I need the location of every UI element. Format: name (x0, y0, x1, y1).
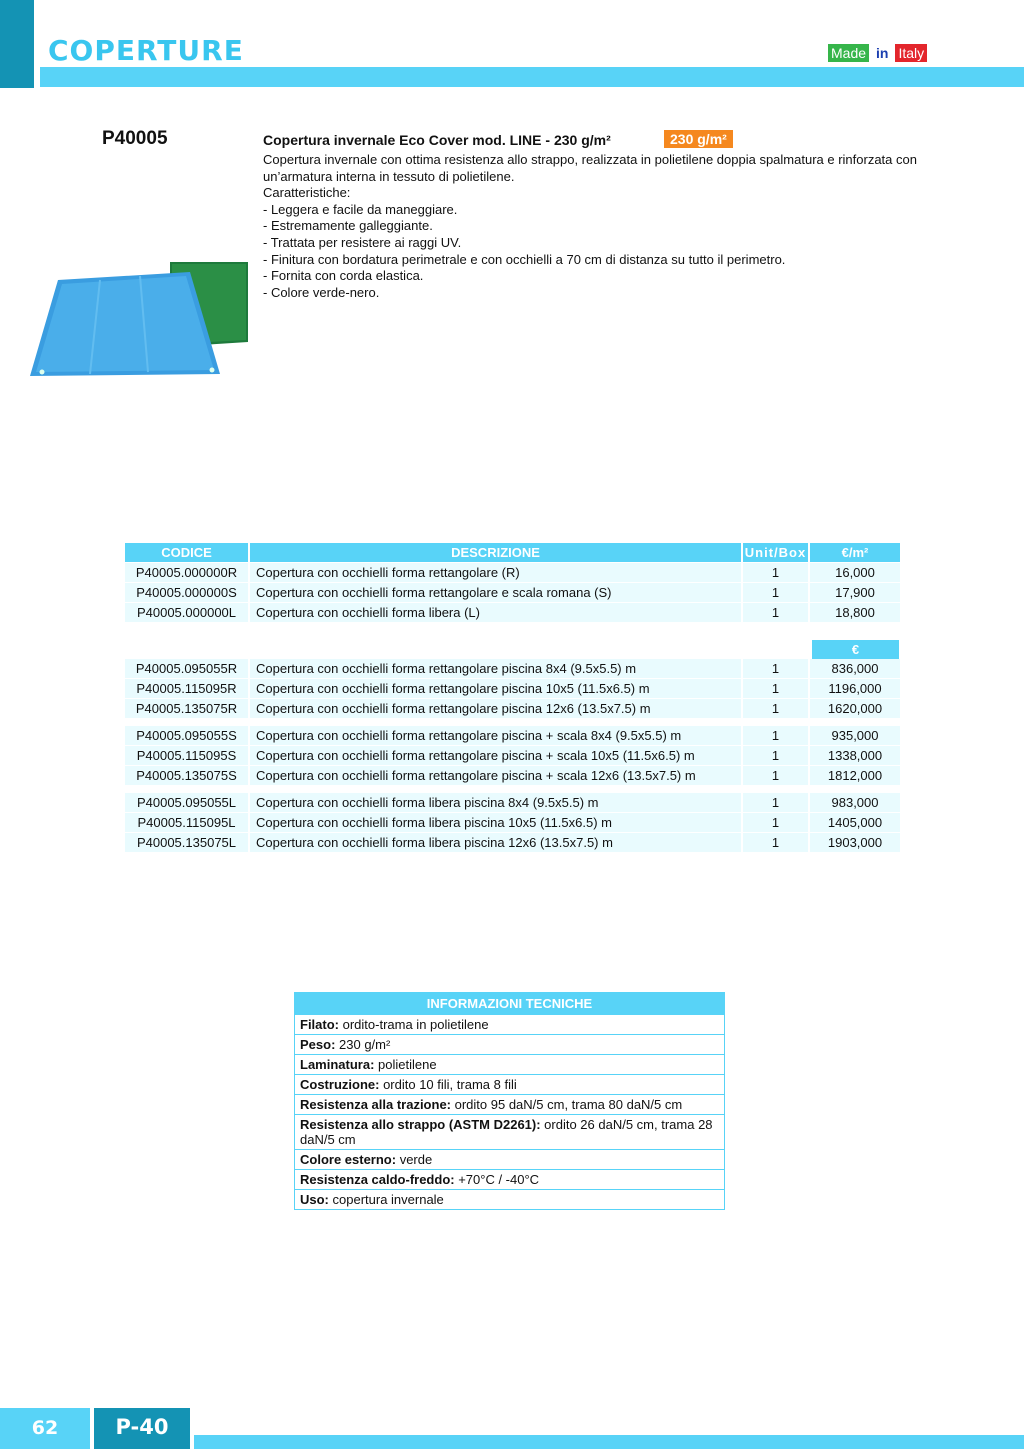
cell-price: 1196,000 (810, 679, 900, 698)
product-title: Copertura invernale Eco Cover mod. LINE - 230 g/m² (263, 132, 611, 148)
cell-code: P40005.000000L (125, 603, 250, 622)
cell-price: 1812,000 (810, 766, 900, 785)
cell-code: P40005.115095R (125, 679, 250, 698)
cell-desc: Copertura con occhielli forma rettangolare (R) (250, 563, 743, 582)
tech-row (295, 1169, 724, 1189)
table-row (125, 766, 900, 785)
table-row (125, 793, 900, 812)
feature-item: - Estremamente galleggiante. (263, 218, 433, 234)
tech-label: Peso: (300, 1037, 336, 1052)
tech-label: Uso: (300, 1192, 329, 1207)
cell-desc: Copertura con occhielli forma libera piscina 8x4 (9.5x5.5) m (250, 793, 743, 812)
table-row (125, 679, 900, 698)
cell-code: P40005.095055S (125, 726, 250, 745)
table-row (125, 726, 900, 745)
tech-label: Filato: (300, 1017, 339, 1032)
tech-info-title: INFORMAZIONI TECNICHE (295, 993, 724, 1014)
cell-code: P40005.095055R (125, 659, 250, 678)
table-row (125, 583, 900, 602)
tech-label: Resistenza caldo-freddo: (300, 1172, 455, 1187)
tech-row (295, 1114, 724, 1149)
cell-code: P40005.135075S (125, 766, 250, 785)
tech-label: Laminatura: (300, 1057, 375, 1072)
product-description (263, 152, 983, 301)
cell-price: 983,000 (810, 793, 900, 812)
col-header-unit: Unit/Box (743, 543, 810, 562)
table-row (125, 603, 900, 622)
product-code: P40005 (102, 128, 168, 149)
feature-item: - Fornita con corda elastica. (263, 268, 424, 284)
cell-unit: 1 (743, 793, 810, 812)
cell-price: 1903,000 (810, 833, 900, 852)
made-label: Made (828, 44, 869, 62)
cell-unit: 1 (743, 833, 810, 852)
tech-value: ordito 26 daN/5 cm, trama 28 daN/5 cm (300, 1117, 713, 1147)
cell-unit: 1 (743, 766, 810, 785)
tech-label: Colore esterno: (300, 1152, 397, 1167)
cell-desc: Copertura con occhielli forma rettangolare piscina 10x5 (11.5x6.5) m (250, 679, 743, 698)
italy-label: Italy (895, 44, 927, 62)
table-header (125, 543, 900, 562)
col-header-desc: DESCRIZIONE (250, 543, 743, 562)
cell-code: P40005.135075L (125, 833, 250, 852)
feature-item: - Leggera e facile da maneggiare. (263, 201, 458, 217)
cell-unit: 1 (743, 563, 810, 582)
header-bar (40, 67, 1024, 87)
tech-value: verde (396, 1152, 433, 1167)
cell-desc: Copertura con occhielli forma rettangolare piscina 12x6 (13.5x7.5) m (250, 699, 743, 718)
tech-row (295, 1074, 724, 1094)
tech-label: Resistenza alla trazione: (300, 1097, 451, 1112)
feature-item: - Finitura con bordatura perimetrale e con occhielli a 70 cm di distanza su tutto il perimetro. (263, 251, 786, 267)
header-accent-block (0, 0, 34, 88)
euro-header: € (812, 640, 899, 659)
in-label: in (876, 45, 889, 61)
tech-info-table (294, 992, 725, 1210)
cell-code: P40005.115095S (125, 746, 250, 765)
cell-price: 16,000 (810, 563, 900, 582)
tech-value: +70°C / -40°C (454, 1172, 540, 1187)
tech-value: ordito 95 daN/5 cm, trama 80 daN/5 cm (451, 1097, 683, 1112)
cell-price: 836,000 (810, 659, 900, 678)
cell-price: 1405,000 (810, 813, 900, 832)
tech-value: ordito-trama in polietilene (339, 1017, 489, 1032)
tech-row (295, 1054, 724, 1074)
section-title: COPERTURE (48, 34, 244, 67)
section-code: P-40 (94, 1408, 190, 1449)
col-header-price: €/m² (810, 543, 900, 562)
cell-desc: Copertura con occhielli forma rettangolare e scala romana (S) (250, 583, 743, 602)
tech-row (295, 1189, 724, 1209)
page-number: 62 (0, 1408, 90, 1449)
cell-unit: 1 (743, 813, 810, 832)
tech-row (295, 1149, 724, 1169)
cell-unit: 1 (743, 583, 810, 602)
tech-label: Resistenza allo strappo (ASTM D2261): (300, 1117, 541, 1132)
cell-unit: 1 (743, 603, 810, 622)
cell-code: P40005.095055L (125, 793, 250, 812)
cell-unit: 1 (743, 679, 810, 698)
cell-code: P40005.115095L (125, 813, 250, 832)
cell-unit: 1 (743, 726, 810, 745)
cell-unit: 1 (743, 746, 810, 765)
tech-value: 230 g/m² (335, 1037, 391, 1052)
tech-value: polietilene (374, 1057, 437, 1072)
footer-bar (194, 1435, 1024, 1449)
cell-desc: Copertura con occhielli forma libera piscina 12x6 (13.5x7.5) m (250, 833, 743, 852)
cell-desc: Copertura con occhielli forma libera piscina 10x5 (11.5x6.5) m (250, 813, 743, 832)
tech-row (295, 1014, 724, 1034)
table-row (125, 833, 900, 852)
cell-unit: 1 (743, 659, 810, 678)
cell-price: 935,000 (810, 726, 900, 745)
table-row (125, 813, 900, 832)
weight-badge: 230 g/m² (664, 130, 733, 148)
cell-desc: Copertura con occhielli forma rettangolare piscina + scala 12x6 (13.5x7.5) m (250, 766, 743, 785)
tech-row (295, 1094, 724, 1114)
table-row (125, 746, 900, 765)
cell-code: P40005.000000R (125, 563, 250, 582)
cell-price: 1620,000 (810, 699, 900, 718)
cell-code: P40005.135075R (125, 699, 250, 718)
cell-unit: 1 (743, 699, 810, 718)
tech-label: Costruzione: (300, 1077, 380, 1092)
feature-item: - Trattata per resistere ai raggi UV. (263, 234, 462, 250)
cell-desc: Copertura con occhielli forma rettangolare piscina + scala 10x5 (11.5x6.5) m (250, 746, 743, 765)
features-title: Caratteristiche: (263, 185, 351, 201)
cell-code: P40005.000000S (125, 583, 250, 602)
cell-price: 18,800 (810, 603, 900, 622)
cell-price: 1338,000 (810, 746, 900, 765)
table-row (125, 659, 900, 678)
feature-item: - Colore verde-nero. (263, 284, 380, 300)
cell-desc: Copertura con occhielli forma rettangolare piscina 8x4 (9.5x5.5) m (250, 659, 743, 678)
made-in-italy-badge (828, 44, 927, 62)
description-text: Copertura invernale con ottima resistenza allo strappo, realizzata in polietilene doppia spalmatura e rinforzata con un’armatura interna in tessuto di polietilene. (263, 152, 917, 184)
cell-price: 17,900 (810, 583, 900, 602)
tech-value: ordito 10 fili, trama 8 fili (379, 1077, 517, 1092)
cell-desc: Copertura con occhielli forma libera (L) (250, 603, 743, 622)
tech-value: copertura invernale (328, 1192, 444, 1207)
tech-row (295, 1034, 724, 1054)
product-image (30, 262, 250, 380)
cell-desc: Copertura con occhielli forma rettangolare piscina + scala 8x4 (9.5x5.5) m (250, 726, 743, 745)
table-row (125, 699, 900, 718)
table-row (125, 563, 900, 582)
col-header-code: CODICE (125, 543, 250, 562)
